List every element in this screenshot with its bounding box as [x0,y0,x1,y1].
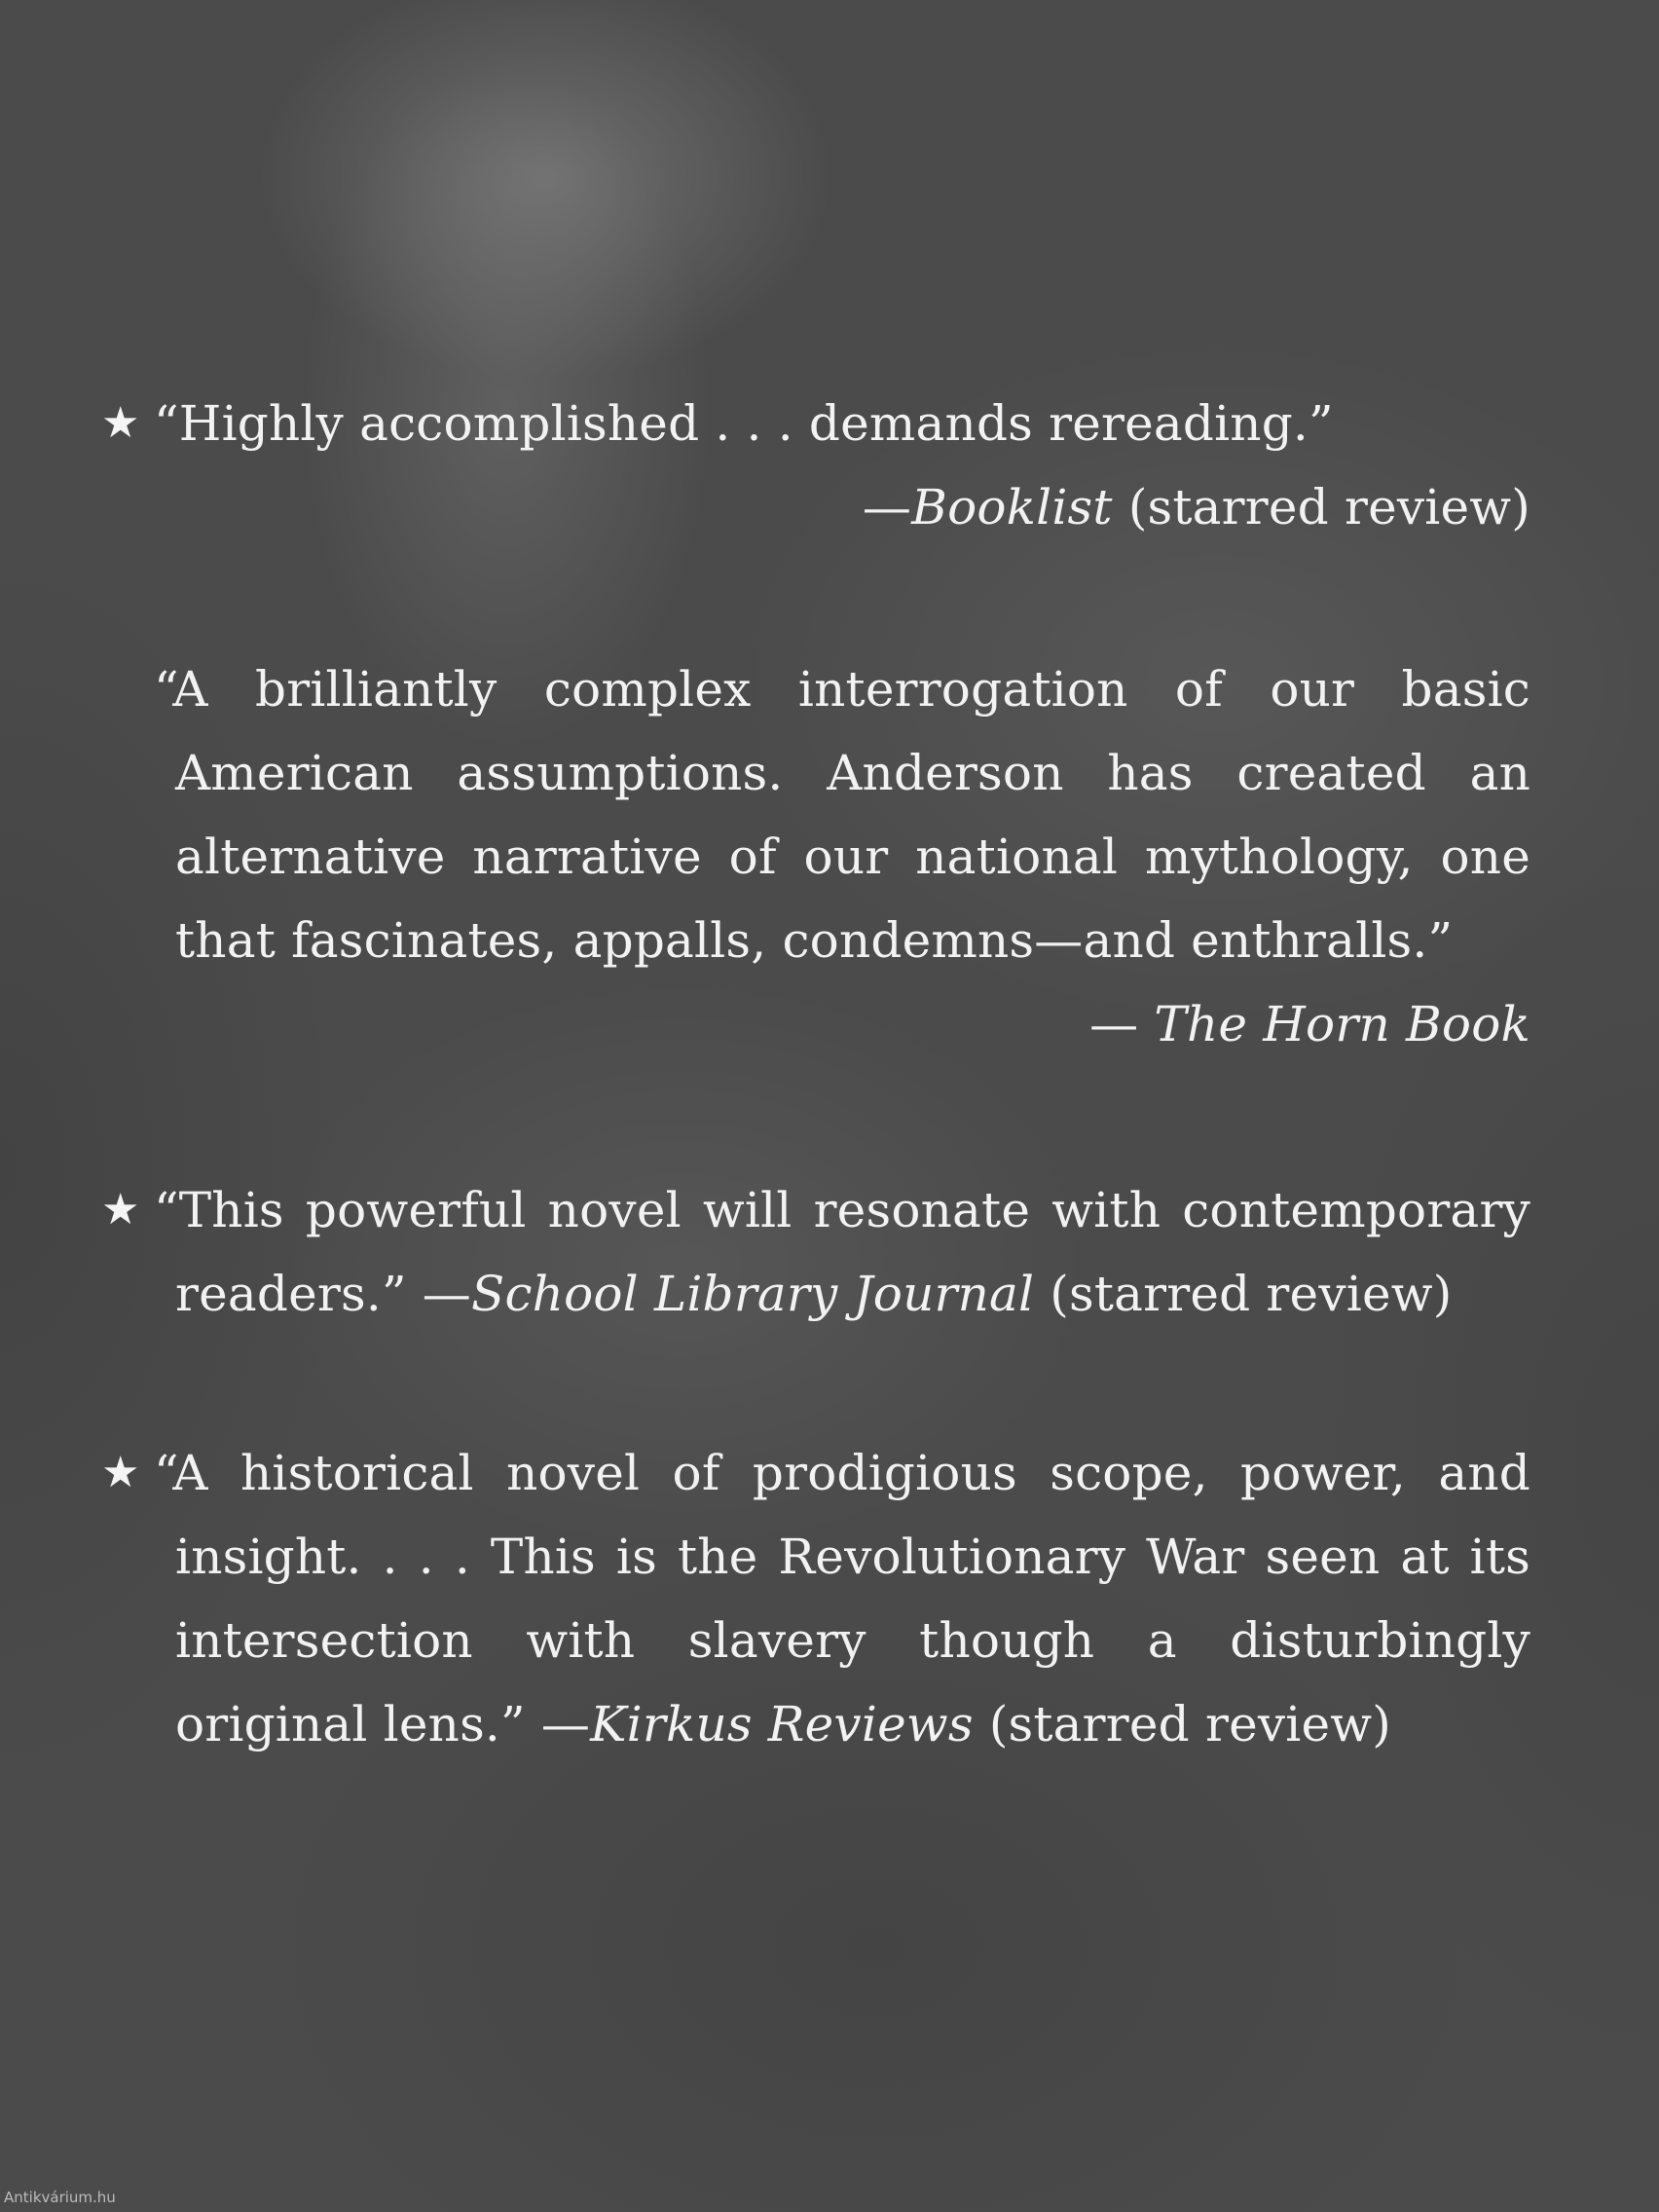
star-icon: ★ [101,398,140,448]
watermark-text: Antikvárium.hu [4,2189,116,2206]
review-blurb-horn-book [154,647,1530,1066]
star-icon: ★ [101,1185,140,1235]
review-source: The Horn Book [1154,996,1530,1052]
review-quote-with-attribution [154,1431,1530,1766]
attribution-dash: — [525,1696,591,1752]
review-source: Booklist [911,479,1113,535]
review-attribution [526,1696,1391,1752]
review-note: (starred review) [1050,1266,1453,1322]
review-attribution [407,1266,1453,1322]
review-note: (starred review) [1127,479,1530,535]
review-source: School Library Journal [471,1266,1035,1322]
review-attribution [175,465,1530,549]
review-quote-with-attribution [154,1168,1530,1336]
review-quote: “This powerful novel will resonate with contemporary readers.” [154,1182,1530,1322]
review-blurb-school-library-journal [101,1168,1530,1336]
review-note: (starred review) [988,1696,1391,1752]
attribution-dash: — [406,1266,472,1322]
review-quote: “Highly accomplished . . . demands rereading.” [154,395,1334,452]
star-icon: ★ [101,1448,140,1497]
attribution-dash: — [1089,996,1155,1052]
review-quote: “A historical novel of prodigious scope, power, and insight. . . . This is the Revolutionary War seen at its intersection with slavery though a disturbingly original lens.” [154,1445,1530,1752]
attribution-dash: — [862,479,912,535]
review-quote: “A brilliantly complex interrogation of our basic American assumptions. Anderson has created an alternative narrative of our national mythology, one that fascinates, appalls, condemns—and enthralls.” [154,661,1530,969]
review-blurb-booklist [101,382,1530,549]
review-attribution [175,982,1530,1066]
review-blurb-kirkus [101,1431,1530,1766]
review-source: Kirkus Reviews [590,1696,974,1752]
